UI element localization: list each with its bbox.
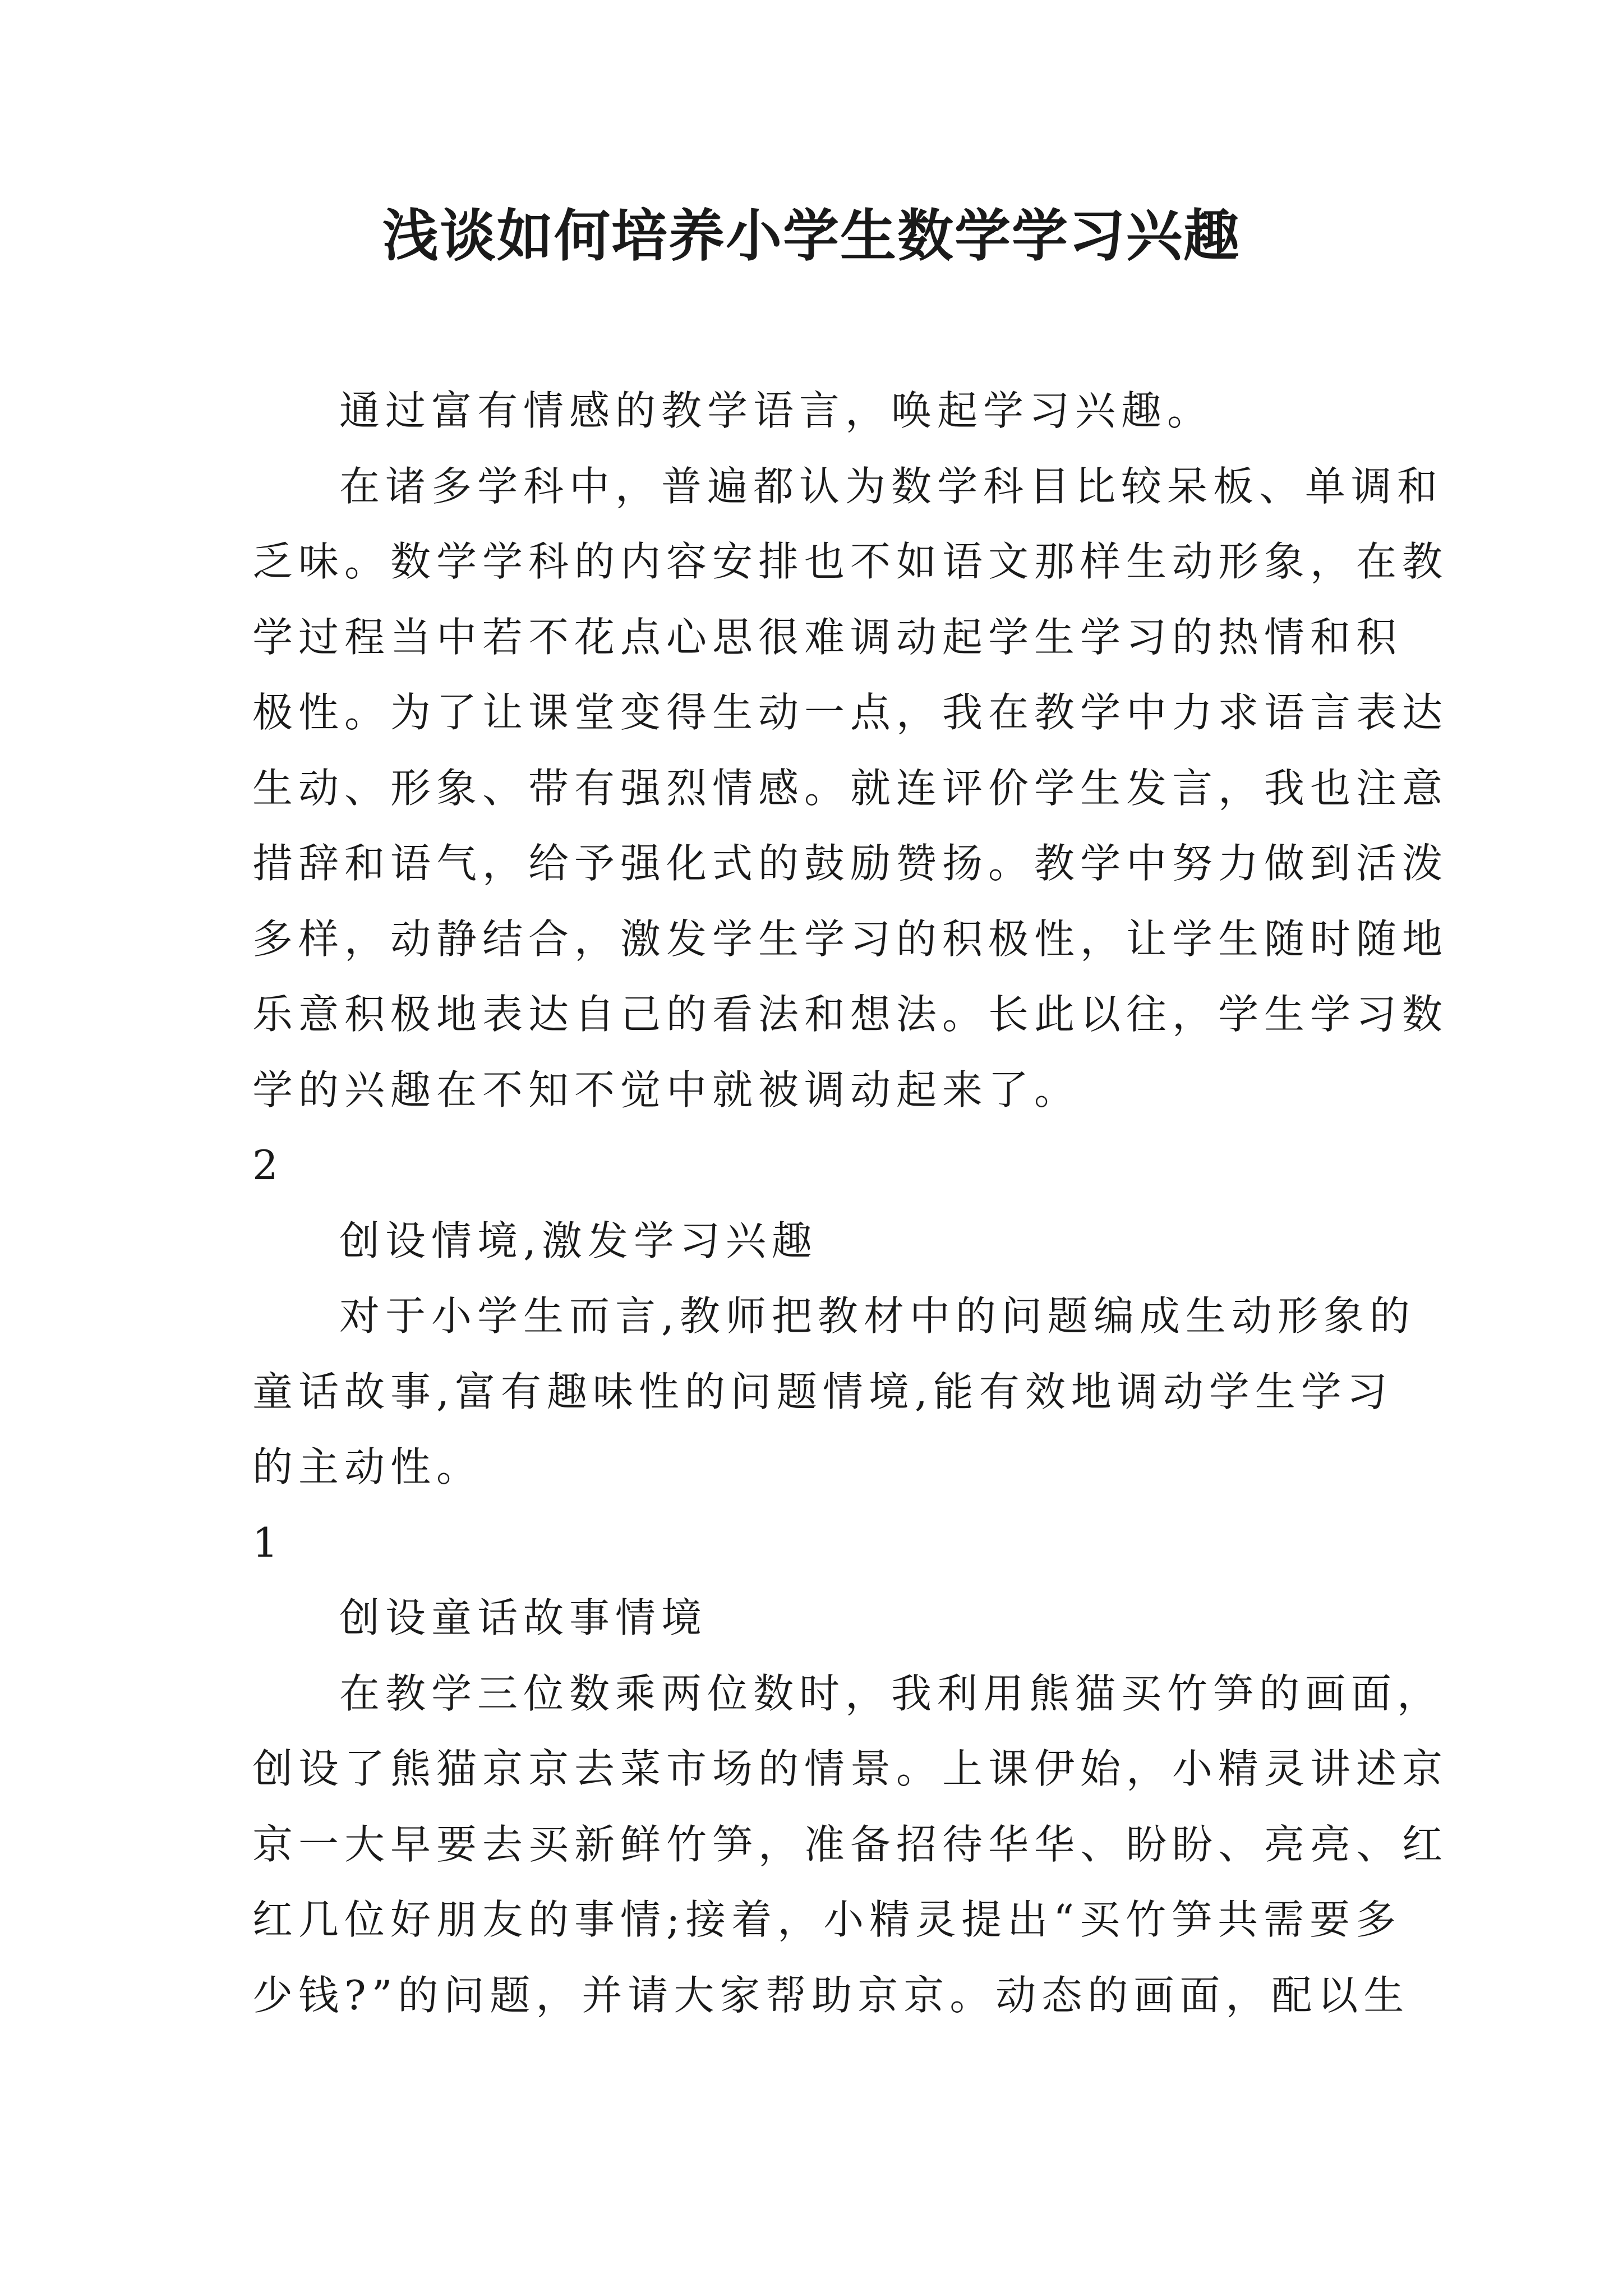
paragraph-line: 乐意积极地表达自己的看法和想法。长此以往，学生学习数 (252, 991, 1449, 1038)
paragraph-line: 多样，动静结合，激发学生学习的积极性，让学生随时随地 (252, 915, 1449, 963)
paragraph-line: 童话故事,富有趣味性的问题情境,能有效地调动学生学习 (252, 1368, 1393, 1415)
document-title: 浅谈如何培养小学生数学学习兴趣 (382, 203, 1241, 269)
paragraph-line: 学的兴趣在不知不觉中就被调动起来了。 (252, 1066, 1081, 1114)
paragraph-line: 在诸多学科中，普遍都认为数学科目比较呆板、单调和 (339, 462, 1444, 510)
paragraph-line: 学过程当中若不花点心思很难调动起学生学习的热情和积 (252, 613, 1403, 661)
subsection-number: 1 (252, 1519, 278, 1566)
paragraph-line: 在教学三位数乘两位数时，我利用熊猫买竹笋的画面， (339, 1669, 1444, 1717)
paragraph-line: 生动、形象、带有强烈情感。就连评价学生发言，我也注意 (252, 764, 1449, 812)
paragraph-line: 的主动性。 (252, 1443, 483, 1490)
paragraph-line: 创设了熊猫京京去菜市场的情景。上课伊始，小精灵讲述京 (252, 1745, 1449, 1792)
paragraph-emotional-language (252, 449, 1449, 1128)
paragraph-line: 对于小学生而言,教师把教材中的问题编成生动形象的 (339, 1292, 1415, 1340)
paragraph-line: 乏味。数学学科的内容安排也不如语文那样生动形象，在教 (252, 538, 1449, 585)
paragraph-line: 红几位好朋友的事情;接着，小精灵提出“买竹笋共需要多 (252, 1896, 1402, 1943)
paragraph-create-situations (252, 1278, 1415, 1505)
section-heading-emotional-language: 通过富有情感的教学语言，唤起学习兴趣。 (339, 387, 1214, 434)
paragraph-line: 少钱?”的问题，并请大家帮助京京。动态的画面，配以生 (252, 1971, 1410, 2019)
section-heading-create-situations: 创设情境,激发学习兴趣 (339, 1217, 818, 1264)
subsection-heading-fairy-tale: 创设童话故事情境 (339, 1594, 708, 1641)
document-body (252, 373, 1449, 2033)
section-number: 2 (252, 1142, 278, 1189)
paragraph-line: 京一大早要去买新鲜竹笋，准备招待华华、盼盼、亮亮、红 (252, 1820, 1449, 1868)
paragraph-line: 极性。为了让课堂变得生动一点，我在教学中力求语言表达 (252, 689, 1449, 736)
paragraph-line: 措辞和语气，给予强化式的鼓励赞扬。教学中努力做到活泼 (252, 840, 1449, 887)
paragraph-fairy-tale (252, 1656, 1449, 2033)
